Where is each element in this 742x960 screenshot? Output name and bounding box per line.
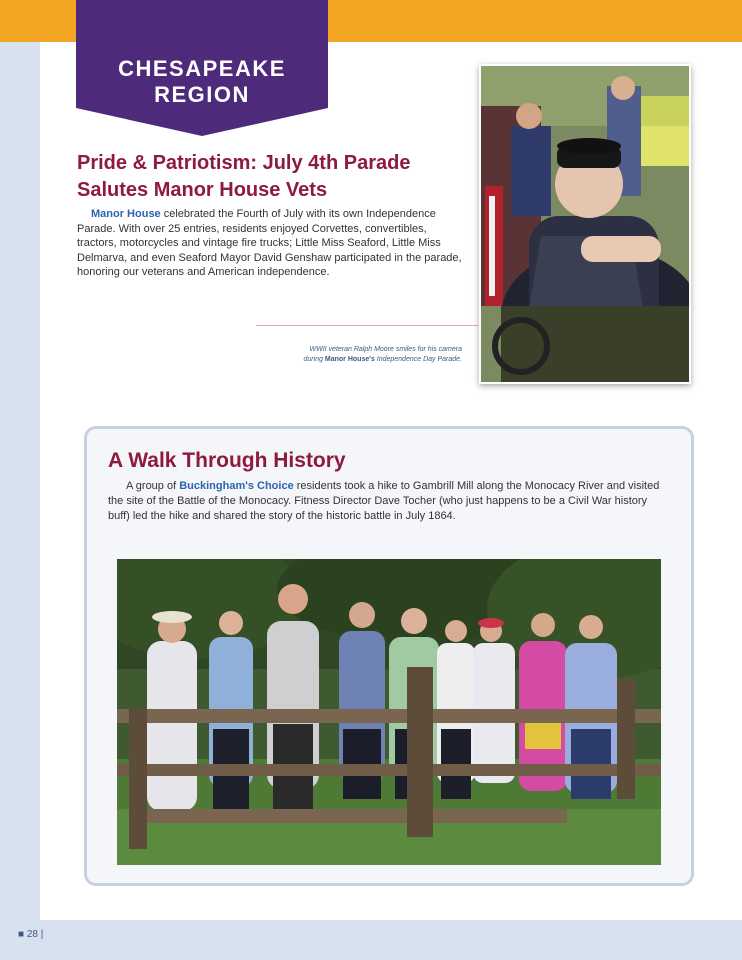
article-link-manor-house[interactable]: Manor House: [91, 208, 161, 220]
group-hike-photo: [117, 559, 661, 865]
region-title: CHESAPEAKE REGION: [118, 56, 286, 107]
caption-line-2: during Manor House's Independence Day Parade.: [303, 356, 462, 363]
history-walk-headline: A Walk Through History: [108, 449, 346, 472]
group-photo-illustration: [117, 559, 661, 865]
article-body-text: celebrated the Fourth of July with its own Independence Parade. With over 25 entries, residents enjoyed Corvettes, convertibles, tractors, motorcycles and vintage fire trucks; Little Miss Seaford, Little Miss Delmarva, and even Seaford Mayor David Genshaw participated in the parade, honoring our veterans and American independence.: [77, 208, 462, 279]
history-walk-body: A group of Buckingham's Choice residents took a hike to Gambrill Mill along the Monocacy River and visited the site of the Battle of the Monocacy. Fitness Director Dave Tocher (who just happens to be a Civil War history buff) led the hike and shared the story of the historic battle in July 1864.: [108, 480, 660, 523]
veteran-parade-photo: [479, 64, 691, 384]
left-margin-strip: [0, 42, 40, 960]
article-headline: Pride & Patriotism: July 4th Parade Salutes Manor House Vets: [77, 152, 411, 201]
article-body: [77, 207, 469, 280]
article-link-buckinghams-choice[interactable]: Buckingham's Choice: [179, 480, 294, 492]
photo-caption: [236, 345, 462, 365]
region-banner: [76, 0, 328, 140]
page-number: ■ 28 |: [18, 929, 44, 940]
caption-divider: [256, 325, 478, 326]
bottom-margin-bar: [0, 920, 742, 960]
caption-link: Manor House's: [324, 356, 375, 363]
veteran-photo-illustration: [481, 66, 689, 382]
caption-line-1: WWII veteran Ralph Moore smiles for his camera: [309, 346, 462, 353]
